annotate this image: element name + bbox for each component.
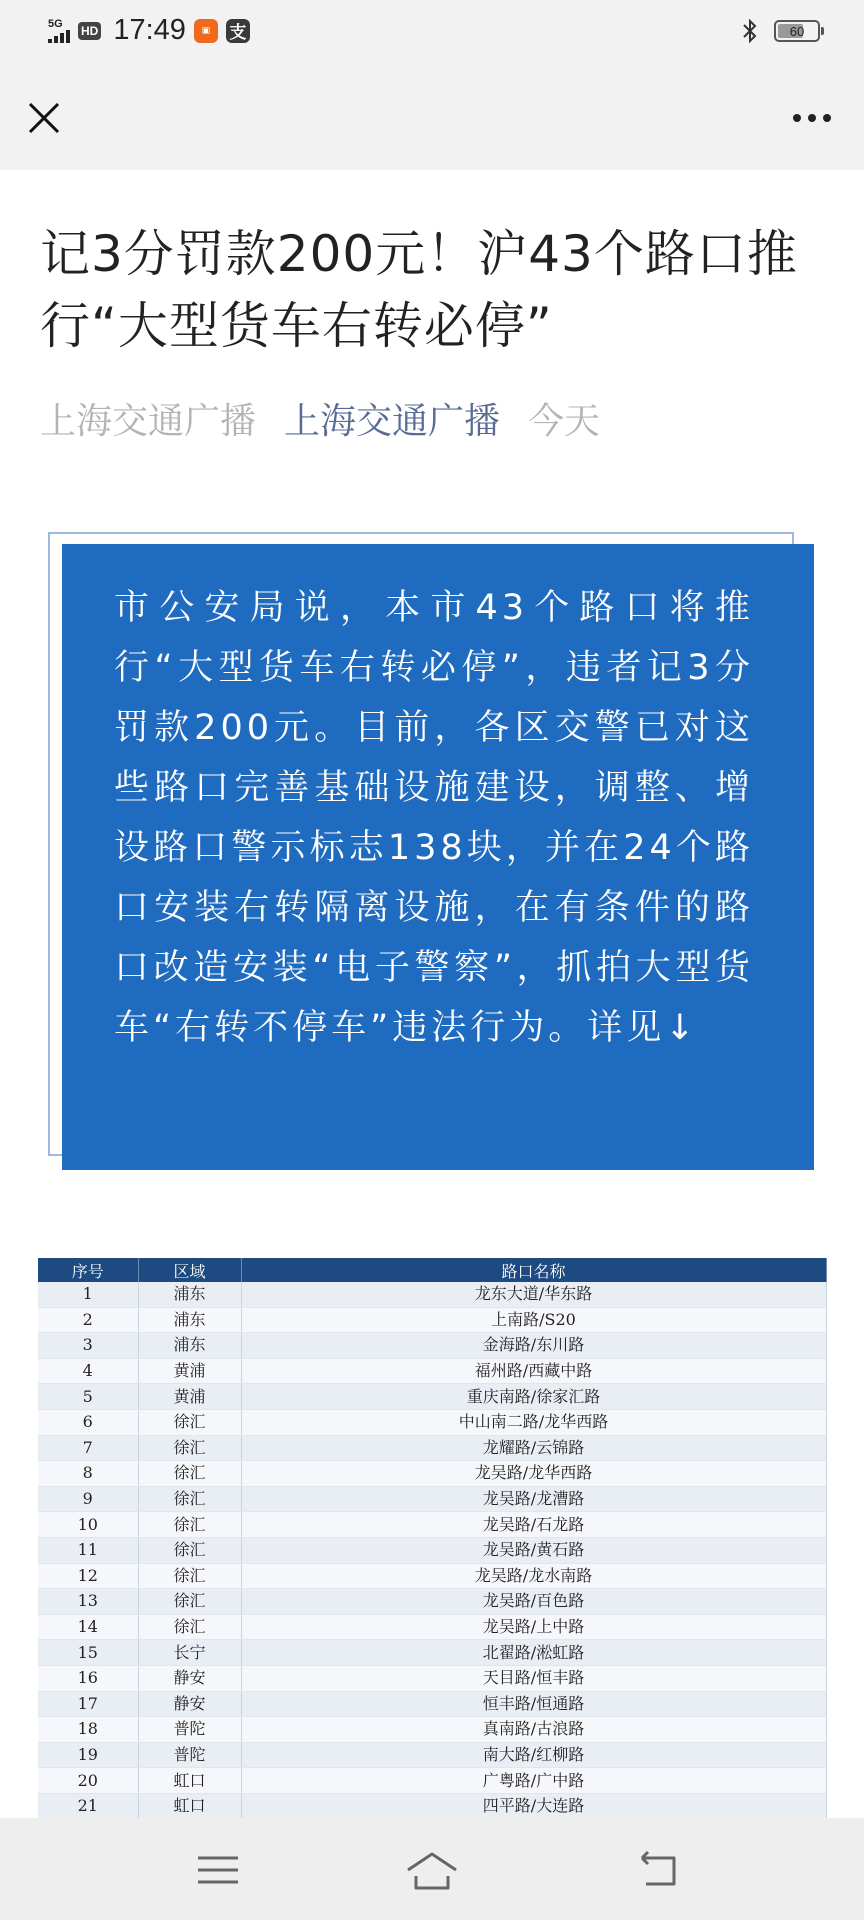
cell-intersection: 天目路/恒丰路 (241, 1665, 826, 1691)
table-row (38, 1589, 826, 1615)
cell-intersection: 中山南二路/龙华西路 (241, 1409, 826, 1435)
table-row (38, 1793, 826, 1819)
cell-district: 徐汇 (138, 1461, 241, 1487)
cell-district: 普陀 (138, 1742, 241, 1768)
summary-box (62, 544, 814, 1170)
table-row (38, 1384, 826, 1410)
cell-index: 17 (38, 1691, 138, 1717)
header-index: 序号 (38, 1258, 138, 1282)
cell-index: 14 (38, 1614, 138, 1640)
status-right (740, 18, 820, 44)
cell-intersection: 恒丰路/恒通路 (241, 1691, 826, 1717)
cell-intersection: 龙东大道/华东路 (241, 1282, 826, 1307)
header-intersection: 路口名称 (241, 1258, 826, 1282)
article-meta (40, 398, 600, 446)
menu-icon[interactable] (188, 1840, 248, 1900)
article-author: 上海交通广播 (40, 401, 257, 442)
close-icon[interactable] (22, 96, 66, 140)
system-nav-bar (0, 1818, 864, 1920)
header-district: 区域 (138, 1258, 241, 1282)
cell-index: 10 (38, 1512, 138, 1538)
cell-district: 虹口 (138, 1768, 241, 1794)
battery-icon (774, 20, 820, 42)
cell-district: 徐汇 (138, 1486, 241, 1512)
cell-district: 浦东 (138, 1307, 241, 1333)
status-left (48, 14, 250, 47)
bluetooth-icon (740, 18, 760, 44)
summary-text: 市公安局说，本市43个路口将推行“大型货车右转必停”，违者记3分罚款200元。目前，各区交警已对这些路口完善基础设施建设，调整、增设路口警示标志138块，并在24个路口安装右转隔离设施，在有条件的路口改造安装“电子警察”，抓拍大型货车“右转不停车”违法行为。详见↓ (114, 588, 754, 1048)
signal-bars-icon (48, 29, 70, 43)
table-row (38, 1742, 826, 1768)
cell-intersection: 重庆南路/徐家汇路 (241, 1384, 826, 1410)
cell-district: 徐汇 (138, 1537, 241, 1563)
cell-intersection: 真南路/古浪路 (241, 1717, 826, 1743)
cell-district: 长宁 (138, 1640, 241, 1666)
cell-index: 1 (38, 1282, 138, 1307)
cell-district: 徐汇 (138, 1435, 241, 1461)
cell-district: 静安 (138, 1691, 241, 1717)
table-row (38, 1461, 826, 1487)
cell-intersection: 四平路/大连路 (241, 1793, 826, 1819)
cell-intersection: 金海路/东川路 (241, 1333, 826, 1359)
table-row (38, 1665, 826, 1691)
cell-district: 浦东 (138, 1282, 241, 1307)
cell-index: 6 (38, 1409, 138, 1435)
cell-intersection: 龙吴路/龙华西路 (241, 1461, 826, 1487)
table-row (38, 1537, 826, 1563)
cell-district: 普陀 (138, 1717, 241, 1743)
table-row (38, 1512, 826, 1538)
status-bar (0, 0, 864, 66)
table (38, 1258, 827, 1845)
cell-index: 3 (38, 1333, 138, 1359)
cell-intersection: 龙吴路/石龙路 (241, 1512, 826, 1538)
cell-intersection: 龙吴路/龙漕路 (241, 1486, 826, 1512)
table-row (38, 1409, 826, 1435)
battery-level: 60 (789, 23, 805, 39)
alipay-app-icon: 支 (226, 19, 250, 43)
cell-district: 静安 (138, 1665, 241, 1691)
cell-district: 徐汇 (138, 1563, 241, 1589)
cell-district: 徐汇 (138, 1589, 241, 1615)
cell-index: 20 (38, 1768, 138, 1794)
cell-index: 21 (38, 1793, 138, 1819)
cell-intersection: 福州路/西藏中路 (241, 1358, 826, 1384)
signal-label: 5G (48, 17, 63, 30)
cell-intersection: 南大路/红柳路 (241, 1742, 826, 1768)
cell-district: 黄浦 (138, 1384, 241, 1410)
cell-district: 徐汇 (138, 1409, 241, 1435)
nav-bar (0, 66, 864, 170)
table-row (38, 1282, 826, 1307)
cell-intersection: 广粤路/广中路 (241, 1768, 826, 1794)
account-link[interactable]: 上海交通广播 (284, 401, 501, 442)
table-row (38, 1563, 826, 1589)
home-icon[interactable] (402, 1840, 462, 1900)
back-icon[interactable] (628, 1840, 688, 1900)
table-row (38, 1614, 826, 1640)
cell-intersection: 上南路/S20 (241, 1307, 826, 1333)
cell-index: 5 (38, 1384, 138, 1410)
cell-index: 9 (38, 1486, 138, 1512)
cell-intersection: 龙吴路/上中路 (241, 1614, 826, 1640)
cell-index: 13 (38, 1589, 138, 1615)
table-row (38, 1486, 826, 1512)
cell-index: 7 (38, 1435, 138, 1461)
cell-intersection: 北翟路/淞虹路 (241, 1640, 826, 1666)
cell-index: 11 (38, 1537, 138, 1563)
cell-intersection: 龙吴路/百色路 (241, 1589, 826, 1615)
table-row (38, 1307, 826, 1333)
table-row (38, 1435, 826, 1461)
cell-index: 4 (38, 1358, 138, 1384)
publish-date: 今天 (528, 401, 601, 442)
cell-intersection: 龙耀路/云锦路 (241, 1435, 826, 1461)
cell-intersection: 龙吴路/龙水南路 (241, 1563, 826, 1589)
table-row (38, 1717, 826, 1743)
intersection-table[interactable] (38, 1258, 826, 1818)
cell-index: 2 (38, 1307, 138, 1333)
table-row (38, 1768, 826, 1794)
cell-district: 黄浦 (138, 1358, 241, 1384)
article-title: 记3分罚款200元！沪43个路口推行“大型货车右转必停” (40, 225, 798, 355)
table-header-row (38, 1258, 826, 1282)
cell-district: 浦东 (138, 1333, 241, 1359)
cell-district: 徐汇 (138, 1512, 241, 1538)
cell-index: 19 (38, 1742, 138, 1768)
table-row (38, 1640, 826, 1666)
table-row (38, 1333, 826, 1359)
clock: 17:49 (113, 14, 186, 46)
cell-district: 虹口 (138, 1793, 241, 1819)
hd-badge: HD (78, 22, 101, 40)
table-row (38, 1691, 826, 1717)
signal-indicator (48, 19, 70, 43)
more-icon[interactable] (786, 98, 838, 138)
cell-index: 16 (38, 1665, 138, 1691)
cell-intersection: 龙吴路/黄石路 (241, 1537, 826, 1563)
cell-district: 徐汇 (138, 1614, 241, 1640)
bank-app-icon: ▣ (194, 19, 218, 43)
cell-index: 8 (38, 1461, 138, 1487)
cell-index: 12 (38, 1563, 138, 1589)
cell-index: 18 (38, 1717, 138, 1743)
table-row (38, 1358, 826, 1384)
cell-index: 15 (38, 1640, 138, 1666)
